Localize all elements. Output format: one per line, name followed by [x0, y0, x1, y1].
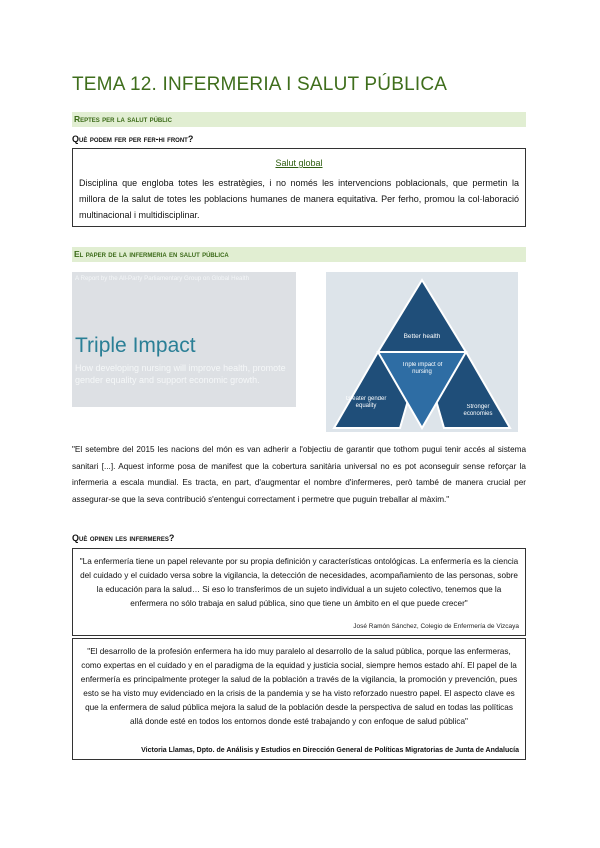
triple-impact-report-image: [72, 272, 296, 407]
report-quote: "El setembre del 2015 les nacions del món es van adherir a l'objectiu de garantir que tothom pugui tenir accés al sistema sanitari [...]. Aquest informe posa de manifest que la cobertura sanitària universal no es pot aconseguir sense reforçar la infermeria a escala mundial. Es tracta, en part, d'augmentar el nombre d'infermeres, però també de manera crucial per assegurar-se que la seva contribució s'entengui correctament i permetre que puguin treballar al màxim.": [72, 445, 526, 504]
pyramid-label-right: Stronger economies: [463, 404, 493, 417]
nurse-quote-2-author: Victoria Llamas, Dpto. de Análisis y Estudios en Dirección General de Políticas Migratorias de Junta de Andalucía: [141, 747, 519, 754]
pyramid-label-top: Better health: [403, 333, 441, 340]
definition-text: Disciplina que engloba totes les estratègies, i no només les intervencions poblacionals, que permetin la millora de la salut de totes les poblacions humanes de manera equitativa. Per ferho, promou la col·laboració multinacional i multidisciplinar.: [79, 178, 519, 220]
report-subtitle: How developing nursing will improve health, promote gender equality and support economic growth.: [75, 363, 286, 385]
triple-impact-pyramid: [326, 272, 518, 432]
pyramid-label-left: Greater gender equality: [345, 396, 387, 409]
nurse-quote-1-author: José Ramón Sánchez, Colegio de Enfermería de Vizcaya: [353, 623, 519, 630]
subheading-que-podem: Què podem fer per fer-hi front?: [72, 134, 194, 144]
nurse-quote-box-2: [72, 638, 526, 760]
pyramid-diagram: [326, 272, 518, 432]
section-heading-reptes: Reptes per la salut públic: [72, 112, 526, 127]
nurse-quote-2-text: "El desarrollo de la profesión enfermera ha ido muy paralelo al desarrollo de la salud pública, porque las enfermeras, como expertas en el cuidado y en el paradigma de la equidad y justicia social, siempre hemos estado ahí. El papel de la enfermería es principalmente proteger la salud de la población a través de la vigilancia, la promoción y prevención, pues esto se ha visto muy evidenciado en la crisis de la pandemia y se ha visto reforzado nuestro papel. El aspecto clave es que la enfermera de salud pública mejora la salud de la población desde la perspectiva de salud en todas las políticas allá donde esté en todos los entornos donde esté trabajando y con enfoque de salud pública": [80, 647, 518, 726]
pyramid-top-triangle: [378, 280, 466, 352]
report-pretitle: A Report by the All-Party Parliamentary Group on Global Health: [75, 275, 250, 282]
page-title: TEMA 12. INFERMERIA I SALUT PÚBLICA: [72, 74, 448, 95]
pyramid-label-center: Triple impact of nursing: [401, 362, 443, 375]
report-title: Triple Impact: [75, 334, 196, 357]
subheading-que-opinen: Què opinen les infermeres?: [72, 533, 175, 543]
section-heading-paper: El paper de la infermeria en salut pública: [72, 247, 526, 262]
nurse-quote-1-text: "La enfermería tiene un papel relevante por su propia definición y características ontológicas. La enfermería es la ciencia del cuidado y el cuidado versa sobre la vigilancia, la detección de necesidades, acompañamiento de las personas, sobre la educación para la salud… Si eso lo transferimos de un sujeto individual a un sujeto colectivo, tenemos que la enfermera no sólo trabaja en salud pública, sino que tiene un ámbito en el que puede crecer": [79, 557, 519, 608]
definition-title: Salut global: [275, 158, 323, 168]
nurse-quote-box-1: [72, 548, 526, 636]
definition-box: [72, 148, 526, 227]
